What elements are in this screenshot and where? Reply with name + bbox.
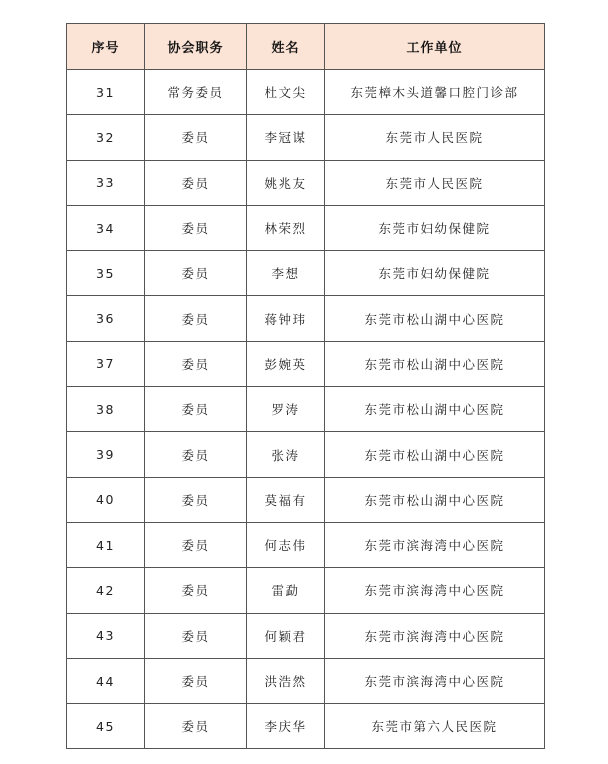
cell-unit: 东莞市人民医院 <box>325 115 545 160</box>
cell-no: 34 <box>67 205 145 250</box>
cell-no: 45 <box>67 704 145 749</box>
cell-name: 何颖君 <box>247 613 325 658</box>
header-name: 姓名 <box>247 24 325 70</box>
table-row <box>67 432 545 477</box>
cell-no: 41 <box>67 522 145 567</box>
header-unit: 工作单位 <box>325 24 545 70</box>
cell-no: 33 <box>67 160 145 205</box>
table-row <box>67 522 545 567</box>
cell-no: 42 <box>67 568 145 613</box>
cell-role: 委员 <box>145 658 247 703</box>
cell-unit: 东莞市松山湖中心医院 <box>325 296 545 341</box>
table-row <box>67 115 545 160</box>
cell-no: 44 <box>67 658 145 703</box>
cell-unit: 东莞市滨海湾中心医院 <box>325 522 545 567</box>
cell-unit: 东莞樟木头道馨口腔门诊部 <box>325 70 545 115</box>
cell-unit: 东莞市人民医院 <box>325 160 545 205</box>
cell-role: 委员 <box>145 568 247 613</box>
cell-no: 36 <box>67 296 145 341</box>
cell-no: 38 <box>67 387 145 432</box>
cell-name: 李冠谋 <box>247 115 325 160</box>
table-row <box>67 160 545 205</box>
cell-no: 35 <box>67 251 145 296</box>
cell-role: 委员 <box>145 704 247 749</box>
header-role: 协会职务 <box>145 24 247 70</box>
cell-role: 委员 <box>145 160 247 205</box>
cell-no: 37 <box>67 341 145 386</box>
cell-role: 委员 <box>145 522 247 567</box>
cell-role: 委员 <box>145 432 247 477</box>
member-table <box>66 23 545 749</box>
cell-name: 姚兆友 <box>247 160 325 205</box>
table-row <box>67 341 545 386</box>
cell-name: 洪浩然 <box>247 658 325 703</box>
table-row <box>67 658 545 703</box>
cell-unit: 东莞市松山湖中心医院 <box>325 387 545 432</box>
header-no: 序号 <box>67 24 145 70</box>
cell-unit: 东莞市松山湖中心医院 <box>325 432 545 477</box>
cell-no: 40 <box>67 477 145 522</box>
cell-role: 委员 <box>145 613 247 658</box>
cell-name: 彭婉英 <box>247 341 325 386</box>
cell-role: 常务委员 <box>145 70 247 115</box>
table-row <box>67 568 545 613</box>
table-row <box>67 477 545 522</box>
table-row <box>67 613 545 658</box>
cell-name: 罗涛 <box>247 387 325 432</box>
cell-name: 杜文尖 <box>247 70 325 115</box>
cell-no: 43 <box>67 613 145 658</box>
cell-unit: 东莞市滨海湾中心医院 <box>325 658 545 703</box>
table-row <box>67 205 545 250</box>
cell-unit: 东莞市滨海湾中心医院 <box>325 613 545 658</box>
cell-role: 委员 <box>145 251 247 296</box>
table-header-row <box>67 24 545 70</box>
cell-name: 张涛 <box>247 432 325 477</box>
cell-no: 39 <box>67 432 145 477</box>
cell-role: 委员 <box>145 387 247 432</box>
cell-role: 委员 <box>145 115 247 160</box>
table-row <box>67 70 545 115</box>
cell-name: 雷勐 <box>247 568 325 613</box>
cell-name: 蒋钟玮 <box>247 296 325 341</box>
cell-no: 31 <box>67 70 145 115</box>
table-row <box>67 296 545 341</box>
cell-no: 32 <box>67 115 145 160</box>
cell-name: 林荣烈 <box>247 205 325 250</box>
cell-role: 委员 <box>145 341 247 386</box>
cell-unit: 东莞市妇幼保健院 <box>325 251 545 296</box>
cell-unit: 东莞市妇幼保健院 <box>325 205 545 250</box>
table-row <box>67 704 545 749</box>
cell-role: 委员 <box>145 205 247 250</box>
cell-name: 李想 <box>247 251 325 296</box>
cell-name: 莫福有 <box>247 477 325 522</box>
cell-name: 李庆华 <box>247 704 325 749</box>
cell-unit: 东莞市滨海湾中心医院 <box>325 568 545 613</box>
table-row <box>67 387 545 432</box>
table-row <box>67 251 545 296</box>
cell-role: 委员 <box>145 296 247 341</box>
cell-unit: 东莞市第六人民医院 <box>325 704 545 749</box>
cell-name: 何志伟 <box>247 522 325 567</box>
cell-role: 委员 <box>145 477 247 522</box>
cell-unit: 东莞市松山湖中心医院 <box>325 477 545 522</box>
cell-unit: 东莞市松山湖中心医院 <box>325 341 545 386</box>
